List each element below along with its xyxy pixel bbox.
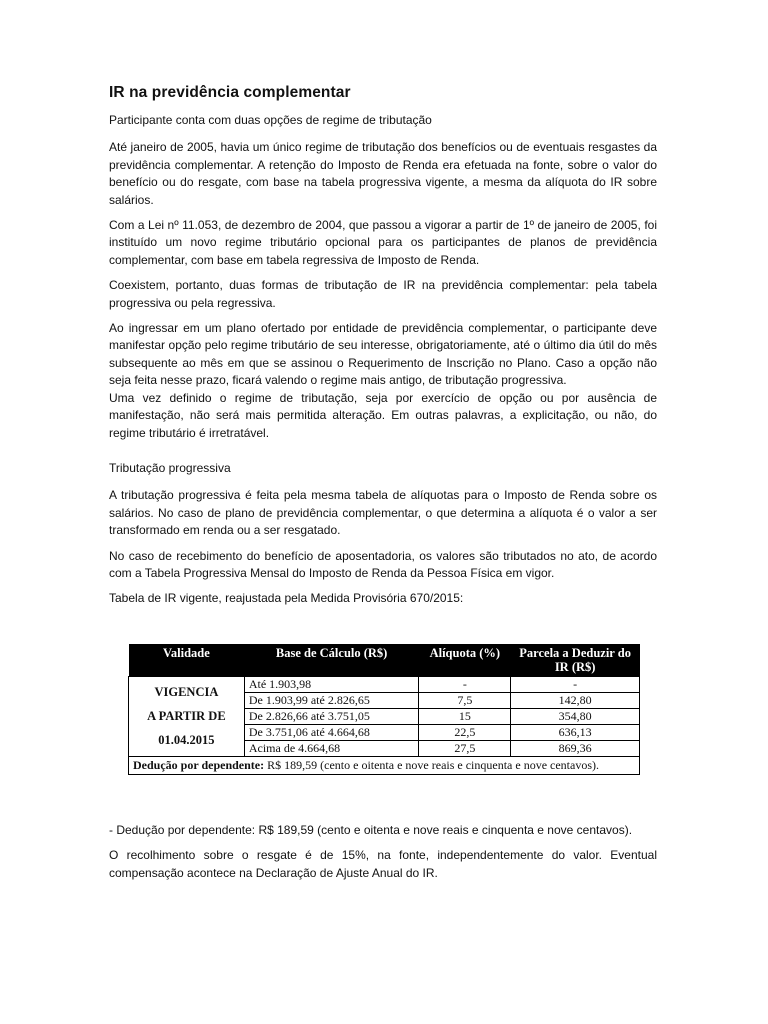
parcela-cell: 354,80 <box>511 709 640 725</box>
base-cell: De 1.903,99 até 2.826,65 <box>244 693 419 709</box>
page-title: IR na previdência complementar <box>109 84 351 101</box>
aliquota-cell: 15 <box>419 709 511 725</box>
document-body <box>109 84 657 616</box>
paragraph: O recolhimento sobre o resgate é de 15%, na fonte, independentemente do valor. Eventual compensação acontece na Declaração de Ajuste Anual do IR. <box>109 848 657 880</box>
table-row <box>129 677 640 693</box>
deducao-text: R$ 189,59 (cento e oitenta e nove reais e cinquenta e nove centavos). <box>264 758 599 772</box>
aliquota-cell: 22,5 <box>419 725 511 741</box>
parcela-cell: 636,13 <box>511 725 640 741</box>
table-caption: Tabela de IR vigente, reajustada pela Medida Provisória 670/2015: <box>109 591 464 606</box>
paragraph: No caso de recebimento do benefício de aposentadoria, os valores são tributados no ato, de acordo com a Tabela Progressiva Mensal do Imposto de Renda da Pessoa Física em vigor. <box>109 548 657 580</box>
table-row <box>129 725 640 741</box>
table-header-row <box>129 644 640 677</box>
base-cell: De 3.751,06 até 4.664,68 <box>244 725 419 741</box>
parcela-cell: - <box>511 677 640 693</box>
table-row <box>129 709 640 725</box>
validade-cell: A PARTIR DE <box>129 709 245 725</box>
validade-cell: VIGENCIA <box>129 677 245 709</box>
paragraph: Até janeiro de 2005, havia um único regime de tributação dos benefícios ou de eventuais resgastes da previdência complementar. A retenção do Imposto de Renda era efetuada na fonte, sobre o valor do benefício ou do resgate, com base na tabela progressiva vigente, a mesma da alíquota do IR sobre salários. <box>109 140 657 207</box>
column-header: Parcela a Deduzir do IR (R$) <box>511 644 640 677</box>
paragraph: Coexistem, portanto, duas formas de tributação de IR na previdência complementar: pela tabela progressiva ou pela regressiva. <box>109 278 657 310</box>
paragraph: Uma vez definido o regime de tributação, seja por exercício de opção ou por ausência de manifestação, não será mais permitida alteração. Em outras palavras, a explicitação, ou não, do regime tributário é irretratável. <box>109 390 657 440</box>
paragraph: - Dedução por dependente: R$ 189,59 (cento e oitenta e nove reais e cinquenta e nove centavos). <box>109 823 633 837</box>
column-header: Base de Cálculo (R$) <box>244 644 419 677</box>
deducao-cell <box>129 757 640 775</box>
base-cell: Acima de 4.664,68 <box>244 741 419 757</box>
paragraph: Com a Lei nº 11.053, de dezembro de 2004, que passou a vigorar a partir de 1º de janeiro de 2005, foi instituído um novo regime tributário opcional para os participantes de planos de previdência complementar, com base em tabela regressiva de Imposto de Renda. <box>109 218 657 267</box>
table-footer-row <box>129 757 640 775</box>
parcela-cell: 869,36 <box>511 741 640 757</box>
section-heading: Tributação progressiva <box>109 460 231 475</box>
base-cell: De 2.826,66 até 3.751,05 <box>244 709 419 725</box>
parcela-cell: 142,80 <box>511 693 640 709</box>
ir-table <box>128 644 640 775</box>
aliquota-cell: - <box>419 677 511 693</box>
deducao-label: Dedução por dependente: <box>133 758 265 772</box>
base-cell: Até 1.903,98 <box>244 677 419 693</box>
column-header: Alíquota (%) <box>419 644 511 677</box>
column-header: Validade <box>129 644 245 677</box>
after-table-body <box>109 822 657 890</box>
aliquota-cell: 27,5 <box>419 741 511 757</box>
subtitle: Participante conta com duas opções de regime de tributação <box>109 113 432 127</box>
paragraph: Ao ingressar em um plano ofertado por entidade de previdência complementar, o participante deve manifestar opção pelo regime tributário de seu interesse, obrigatoriamente, até o último dia útil do mês subsequente ao mês em que se assinou o Requerimento de Inscrição no Plano. Caso a opção não seja feita nesse prazo, ficará valendo o regime mais antigo, de tributação progressiva. <box>109 321 657 388</box>
aliquota-cell: 7,5 <box>419 693 511 709</box>
paragraph: A tributação progressiva é feita pela mesma tabela de alíquotas para o Imposto de Renda sobre os salários. No caso de plano de previdência complementar, o que determina a alíquota é o valor a ser transformado em renda ou a ser resgatado. <box>109 488 657 538</box>
validade-cell: 01.04.2015 <box>129 725 245 757</box>
